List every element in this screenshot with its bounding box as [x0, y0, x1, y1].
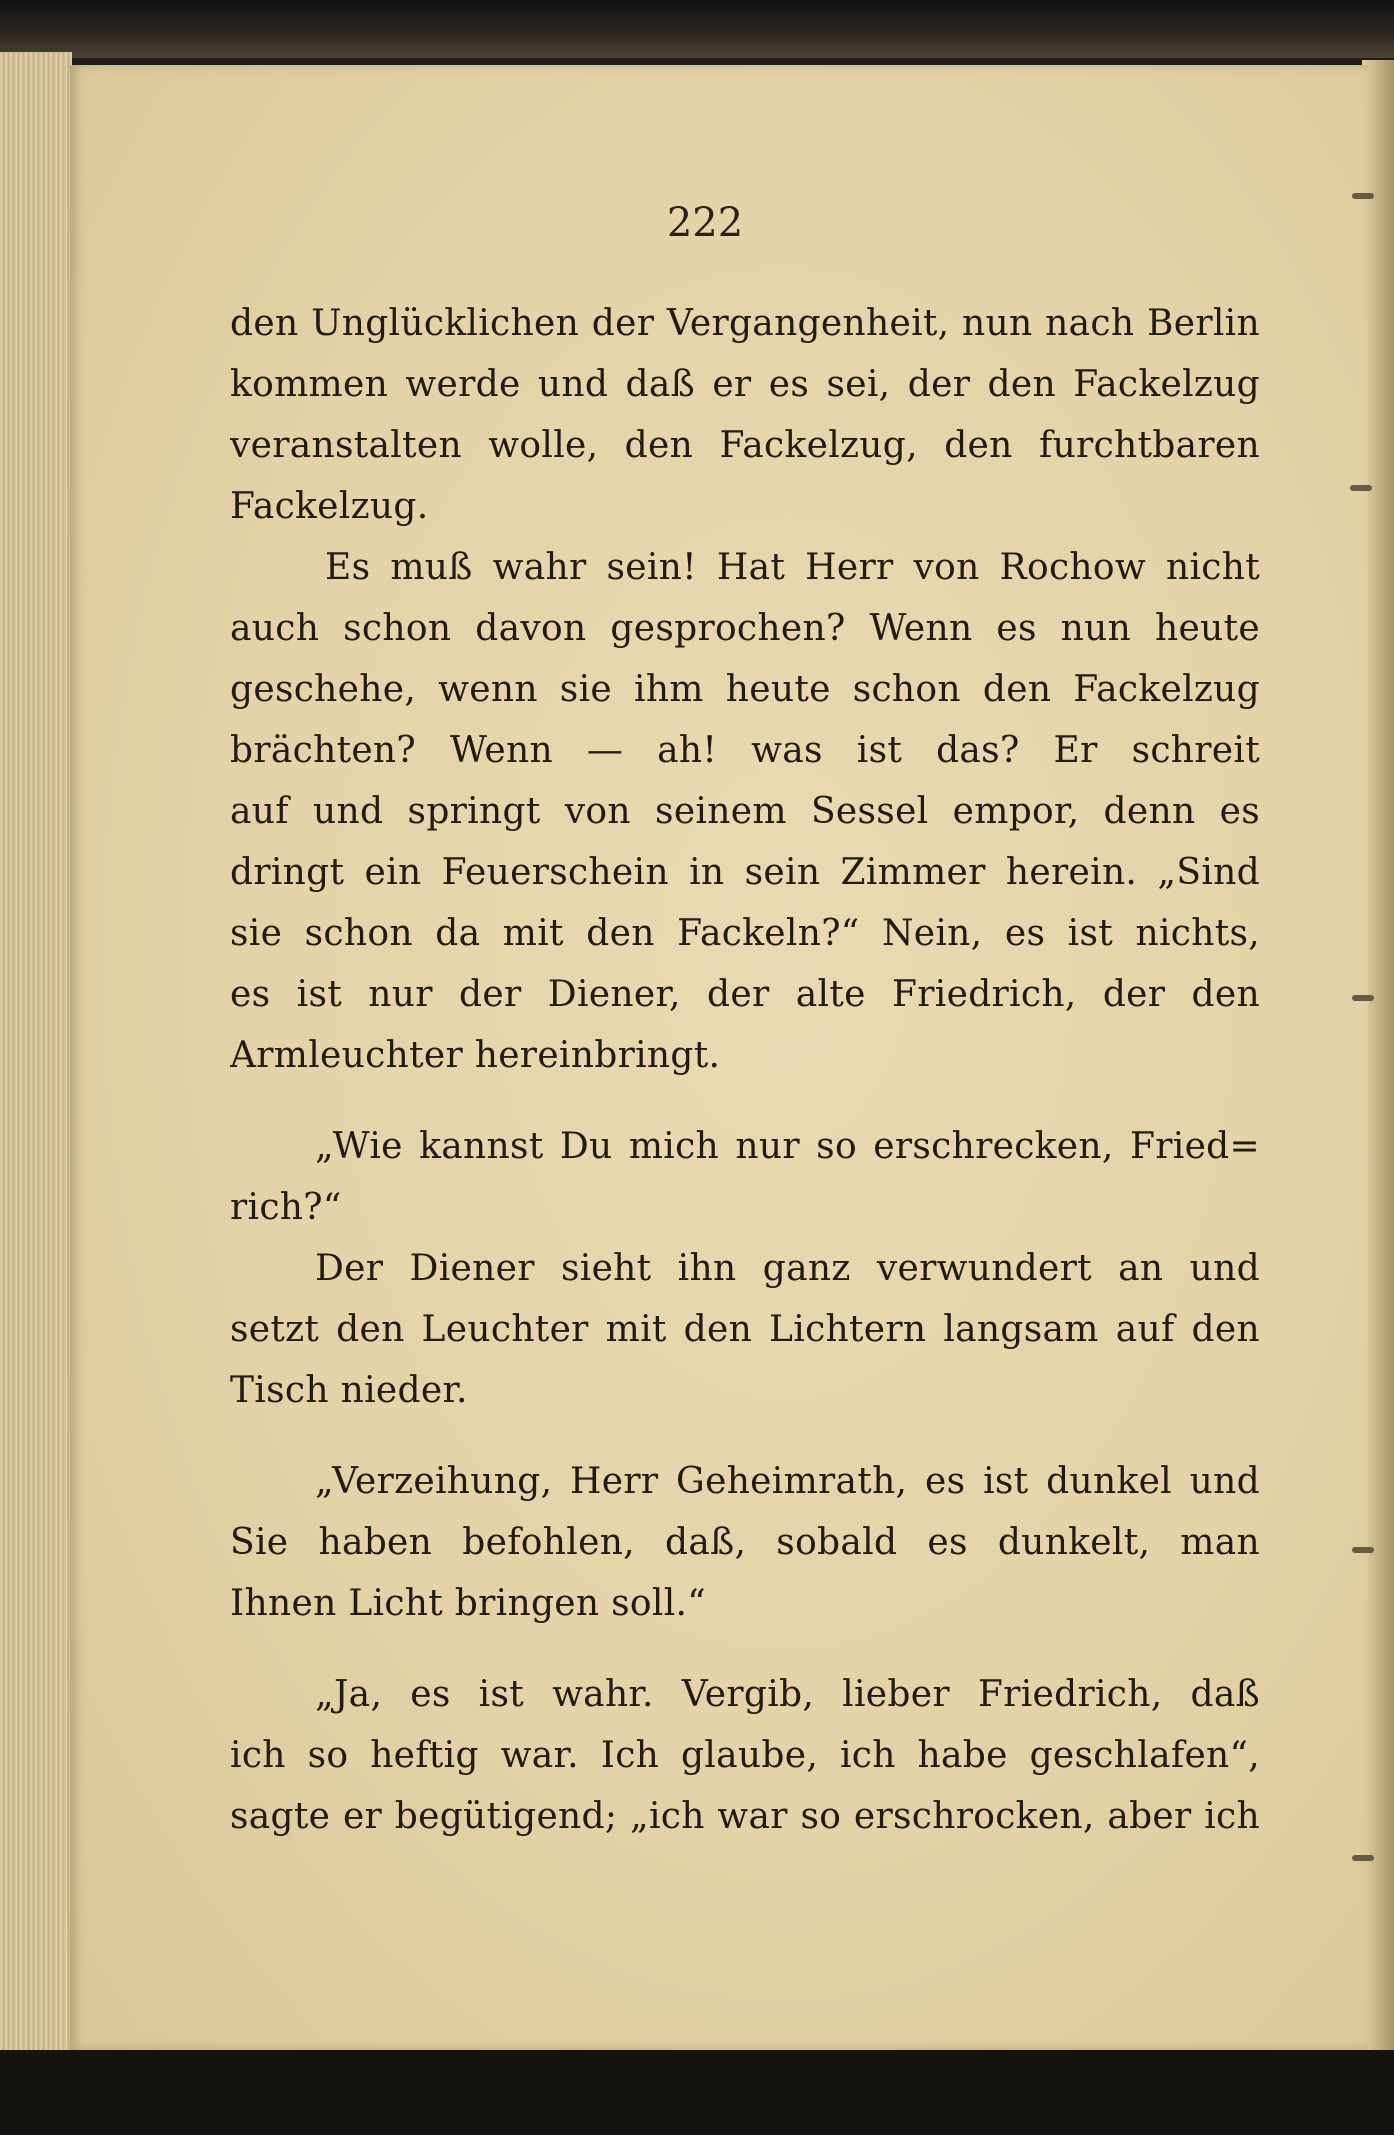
- book-page: [70, 65, 1368, 2050]
- paragraph-gap: [230, 1086, 1260, 1116]
- book-bottom-edge: [0, 2050, 1394, 2135]
- text-line: Tisch nieder.: [230, 1370, 468, 1411]
- text-line: rich?“: [230, 1187, 342, 1228]
- text-line: „Wie kannst Du mich nur so erschrecken, Fried=: [315, 1126, 1260, 1167]
- margin-mark: [1352, 1855, 1374, 1861]
- margin-mark: [1352, 193, 1374, 199]
- page-text: [230, 293, 1260, 1847]
- text-line: „Ja, es ist wahr. Vergib, lieber Friedrich, daß: [315, 1674, 1260, 1715]
- page-stack-left: [0, 52, 72, 2072]
- text-line: Armleuchter hereinbringt.: [230, 1035, 721, 1076]
- text-line: sagte er begütigend; „ich war so erschrocken, aber ich: [230, 1796, 1260, 1837]
- text-line: veranstalten wolle, den Fackelzug, den furchtbaren: [230, 425, 1260, 466]
- text-line: Ihnen Licht bringen soll.“: [230, 1583, 706, 1624]
- text-line: Sie haben befohlen, daß, sobald es dunkelt, man: [230, 1522, 1260, 1563]
- text-line: es ist nur der Diener, der alte Friedrich, der den: [230, 974, 1260, 1015]
- text-line: Fackelzug.: [230, 486, 429, 527]
- margin-mark: [1352, 995, 1374, 1001]
- text-line: auf und springt von seinem Sessel empor, denn es: [230, 791, 1260, 832]
- margin-mark: [1352, 1547, 1374, 1553]
- text-line: den Unglücklichen der Vergangenheit, nun nach Berlin: [230, 303, 1260, 344]
- text-line: kommen werde und daß er es sei, der den Fackelzug: [230, 364, 1260, 405]
- paragraph-gap: [230, 1421, 1260, 1451]
- text-line: brächten? Wenn — ah! was ist das? Er schreit: [230, 730, 1260, 771]
- text-line: geschehe, wenn sie ihm heute schon den Fackelzug: [230, 669, 1260, 710]
- text-line: „Verzeihung, Herr Geheimrath, es ist dunkel und: [315, 1461, 1260, 1502]
- text-line: ich so heftig war. Ich glaube, ich habe geschlafen“,: [230, 1735, 1260, 1776]
- book-top-edge: [0, 0, 1394, 58]
- paragraph-gap: [230, 1634, 1260, 1664]
- text-line: Es muß wahr sein! Hat Herr von Rochow nicht: [325, 547, 1260, 588]
- text-line: dringt ein Feuerschein in sein Zimmer herein. „Sind: [230, 852, 1260, 893]
- page-number: 222: [666, 200, 744, 246]
- text-line: auch schon davon gesprochen? Wenn es nun heute: [230, 608, 1260, 649]
- margin-mark: [1350, 485, 1372, 491]
- text-line: sie schon da mit den Fackeln?“ Nein, es ist nichts,: [230, 913, 1260, 954]
- text-line: Der Diener sieht ihn ganz verwundert an und: [315, 1248, 1260, 1289]
- text-line: setzt den Leuchter mit den Lichtern langsam auf den: [230, 1309, 1260, 1350]
